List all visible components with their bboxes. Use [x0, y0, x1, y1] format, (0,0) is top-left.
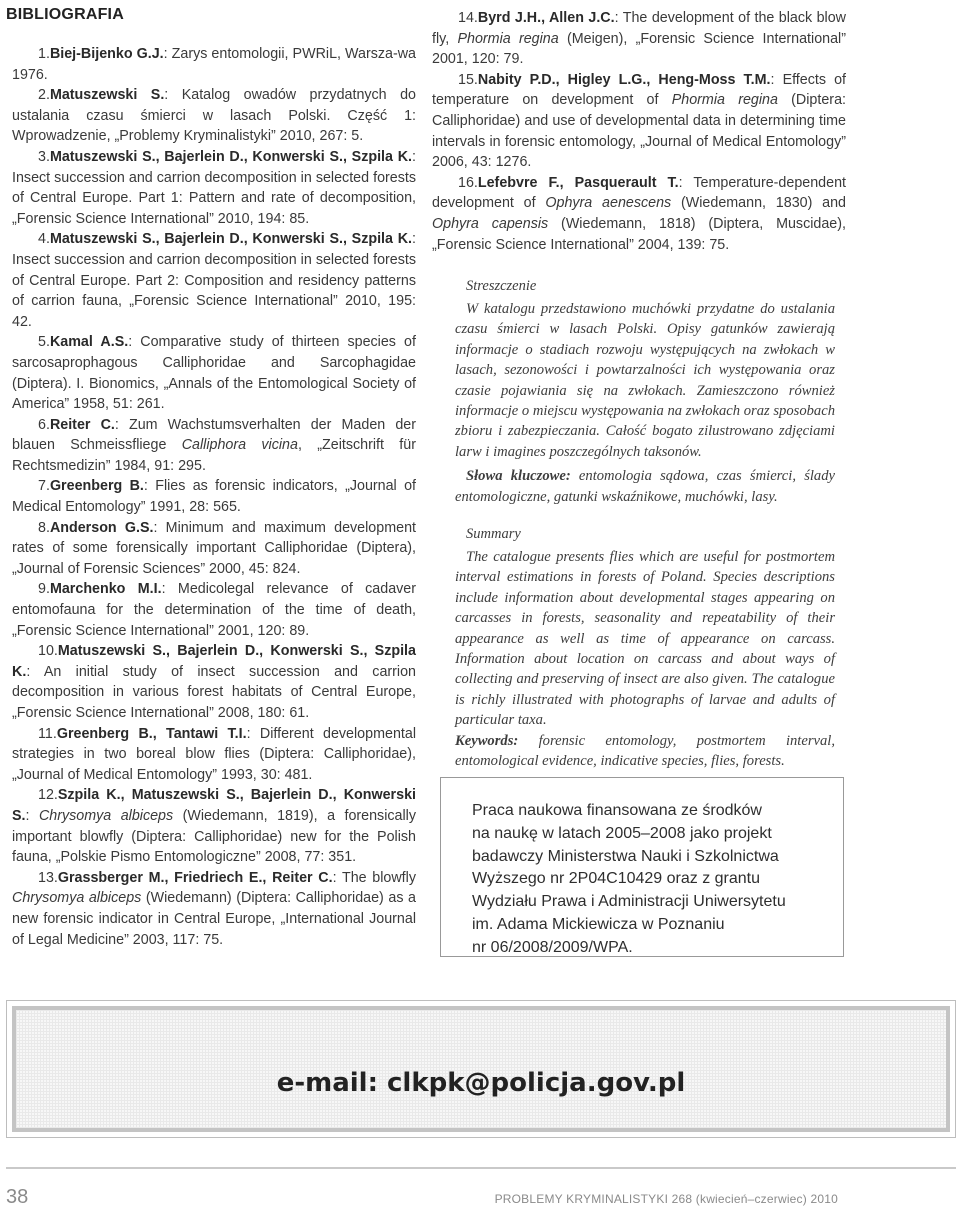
reference-text: : Effects of temperature on development of [432, 71, 846, 109]
reference-number: 1. [38, 46, 50, 62]
footer-divider [6, 1167, 956, 1169]
species-name: Phormia regina [457, 30, 559, 47]
reference-text: : Comparative study of thirteen species of sarcosaprophagous Calliphoridae and Sarcophagidae (Diptera). I. Bionomics, „Annals of the Entomological Society of America” 1958, 51: 261. [12, 334, 416, 413]
reference-text: (Wiedemann, 1818) (Diptera, Muscidae), „Forensic Science International” 2004, 139: 75. [432, 215, 846, 253]
reference-number: 4. [38, 231, 50, 248]
funding-line: badawczy Ministerstwa Nauki i Szkolnictwa [472, 847, 779, 865]
references-left-column [12, 44, 416, 950]
reference-authors: Reiter C. [49, 416, 115, 433]
funding-line: na naukę w latach 2005–2008 jako projekt [472, 824, 772, 842]
reference-text: : The development of the black blow fly, [432, 10, 846, 47]
summary-section [455, 526, 835, 771]
streszczenie-section [455, 278, 835, 507]
reference-entry [12, 476, 416, 517]
reference-authors: Matuszewski S. [49, 87, 165, 104]
funding-line: Wydziału Prawa i Administracji Uniwersytetu [472, 893, 786, 911]
funding-line: Praca naukowa finansowana ze środków [472, 802, 762, 819]
species-name: Calliphora vicina [181, 437, 298, 454]
reference-number: 3. [38, 148, 50, 165]
reference-authors: Greenberg B., Tantawi T.I. [56, 725, 247, 742]
reference-entry [12, 229, 416, 332]
species-name: Chrysomya albiceps [38, 807, 174, 824]
journal-footer: PROBLEMY KRYMINALISTYKI 268 (kwiecień–czerwiec) 2010 [494, 1192, 838, 1206]
funding-line: Wyższego nr 2P04C10429 oraz z grantu [472, 870, 761, 888]
reference-number: 10. [38, 643, 58, 660]
reference-number: 14. [458, 10, 478, 26]
reference-entry [12, 85, 416, 147]
summary-body: The catalogue presents flies which are useful for postmortem interval estimations in forests of Poland. Species descriptions include information about developmental stages appearing on carcasses in forests, seasonality and repeatability of their appearance as well as time of appearance on carcass. Information about location on carcass and about ways of collecting and preserving of insect are also given. The catalogue is richly illustrated with photographs of larvae and adults of particular taxa. [455, 549, 835, 729]
email-address[interactable]: e-mail: clkpk@policja.gov.pl [276, 1068, 686, 1098]
reference-entry [12, 724, 416, 786]
reference-text: : Insect succession and carrion decomposition in selected forests of Central Europe. Part 1: Pattern and rate of decomposition, „Forensic Science International” 2010, 194: 85. [12, 148, 416, 227]
reference-text: : Medicolegal relevance of cadaver entomofauna for the determination of the time of death, „Forensic Science International” 2001, 120: 89. [12, 581, 417, 639]
reference-authors: Biej-Bijenko G.J. [49, 46, 164, 62]
reference-text: : An initial study of insect succession and carrion decomposition in various forest habitats of Central Europe, „Forensic Science International” 2008, 180: 61. [12, 663, 416, 721]
reference-authors: Matuszewski S., Bajerlein D., Konwerski S., Szpila K. [12, 643, 416, 680]
reference-text: , „Zeitschrift für Rechtsmedizin” 1984, 91: 295. [12, 437, 416, 474]
reference-number: 8. [38, 519, 50, 536]
reference-text: (Diptera: Calliphoridae) and use of developmental data in determining time intervals in forensic entomology, „Journal of Medical Entomology” 2006, 43: 1276. [432, 92, 846, 171]
reference-number: 9. [38, 581, 50, 598]
funding-line: nr 06/2008/2009/WPA. [472, 938, 633, 956]
reference-text: (Wiedemann, 1819), a forensically important blowfly (Diptera: Calliphoridae) new for the Polish fauna, „Polskie Pismo Entomologiczne” 2008, 77: 351. [12, 807, 416, 866]
bibliography-heading: BIBLIOGRAFIA [6, 6, 124, 23]
reference-text: : [25, 807, 39, 824]
streszczenie-heading: Streszczenie [466, 278, 537, 294]
reference-text: : Flies as forensic indicators, „Journal of Medical Entomology” 1991, 28: 565. [12, 478, 416, 516]
streszczenie-keywords: Słowa kluczowe: entomologia sądowa, czas śmierci, ślady entomologiczne, gatunki wskaźnikowe, muchówki, lasy. [455, 468, 836, 505]
summary-keywords: Keywords: forensic entomology, postmortem interval, entomological evidence, indicative species, flies, forests. [455, 732, 835, 770]
reference-text: : The blowfly [332, 869, 416, 886]
reference-number: 16. [458, 174, 478, 191]
species-name: Ophyra capensis [432, 215, 549, 232]
reference-text: : Katalog owadów przydatnych do ustalania czasu śmierci w lasach Polski. Część 1: Wprowadzenie, „Problemy Kryminalistyki” 2010, 267: 5. [12, 87, 416, 145]
reference-entry [12, 785, 416, 867]
reference-number: 15. [458, 71, 478, 88]
species-name: Chrysomya albiceps [12, 890, 142, 907]
reference-entry [12, 44, 416, 85]
summary-heading: Summary [466, 526, 521, 542]
reference-authors: Anderson G.S. [49, 519, 154, 536]
reference-number: 6. [38, 416, 50, 433]
email-banner-pattern [12, 1006, 950, 1132]
reference-entry [432, 8, 846, 70]
funding-note-box [440, 777, 844, 957]
reference-authors: Marchenko M.I. [49, 581, 162, 598]
page-number: 38 [6, 1186, 29, 1208]
funding-line: im. Adama Mickiewicza w Poznaniu [472, 915, 725, 933]
reference-text: : Minimum and maximum development rates of some forensically important Calliphoridae (Diptera), „Journal of Forensic Sciences” 2000, 45: 824. [12, 519, 416, 577]
streszczenie-body: W katalogu przedstawiono muchówki przydatne do ustalania czasu śmierci w lasach Polski. Opisy gatunków zawierają informacje o stadiach rozwoju występujących na zwłokach w lasach, sezonowości i powtarzalności ich występowania oraz czasie pojawiania się na zwłokach. Zamieszczono również informacje o miejscu występowania na zwłokach oraz sposobach zbioru i zabezpieczania. Całość bogato zilustrowano zdjęciami larw i imagines poszczególnych taksonów. [455, 301, 835, 460]
reference-text: : Different developmental strategies in two boreal blow flies (Diptera: Calliphoridae), „Journal of Medical Entomology” 1993, 30: 481. [12, 725, 416, 783]
reference-authors: Greenberg B. [49, 478, 144, 495]
reference-entry [12, 415, 416, 477]
reference-entry [12, 147, 416, 229]
reference-authors: Byrd J.H., Allen J.C. [477, 10, 615, 26]
email-banner [6, 1000, 956, 1138]
reference-authors: Matuszewski S., Bajerlein D., Konwerski S., Szpila K. [49, 231, 413, 248]
reference-entry [12, 332, 416, 414]
reference-entry [12, 518, 416, 580]
reference-entry [12, 641, 416, 723]
reference-authors: Matuszewski S., Bajerlein D., Konwerski S., Szpila K. [49, 148, 413, 165]
reference-entry [432, 70, 846, 173]
reference-text: (Meigen), „Forensic Science International” 2001, 120: 79. [432, 30, 846, 68]
species-name: Phormia regina [671, 92, 778, 109]
reference-number: 2. [38, 87, 50, 104]
reference-authors: Szpila K., Matuszewski S., Bajerlein D., Konwerski S. [12, 787, 416, 824]
species-name: Ophyra aenescens [545, 195, 672, 212]
reference-number: 7. [38, 478, 50, 495]
reference-text: : Temperature-dependent development of [432, 174, 846, 212]
reference-authors: Lefebvre F., Pasquerault T. [477, 174, 679, 191]
reference-text: : Zarys entomologii, PWRiL, Warsza-wa 1976. [12, 46, 417, 83]
reference-number: 12. [38, 787, 58, 804]
reference-authors: Kamal A.S. [49, 334, 129, 351]
reference-number: 13. [38, 869, 58, 886]
reference-entry [12, 579, 416, 641]
reference-authors: Nabity P.D., Higley L.G., Heng-Moss T.M. [477, 71, 771, 88]
reference-entry [432, 173, 846, 255]
reference-text: (Wiedemann) (Diptera: Calliphoridae) as a new forensic indicator in Central Europe, „International Journal of Legal Medicine” 2003, 117: 75. [12, 890, 416, 948]
references-right-column [432, 8, 846, 255]
reference-text: : Zum Wachstumsverhalten der Maden der blauen Schmeissfliege [12, 416, 416, 454]
reference-text: (Wiedemann, 1830) and [671, 195, 847, 212]
reference-number: 11. [38, 725, 57, 742]
reference-text: : Insect succession and carrion decomposition in selected forests of Central Europe. Part 2: Composition and residency patterns of carrion fauna, „Forensic Science International” 2010, 195: 42. [12, 231, 416, 330]
reference-entry [12, 868, 416, 950]
reference-number: 5. [38, 334, 50, 351]
reference-authors: Grassberger M., Friedriech E., Reiter C. [57, 869, 333, 886]
